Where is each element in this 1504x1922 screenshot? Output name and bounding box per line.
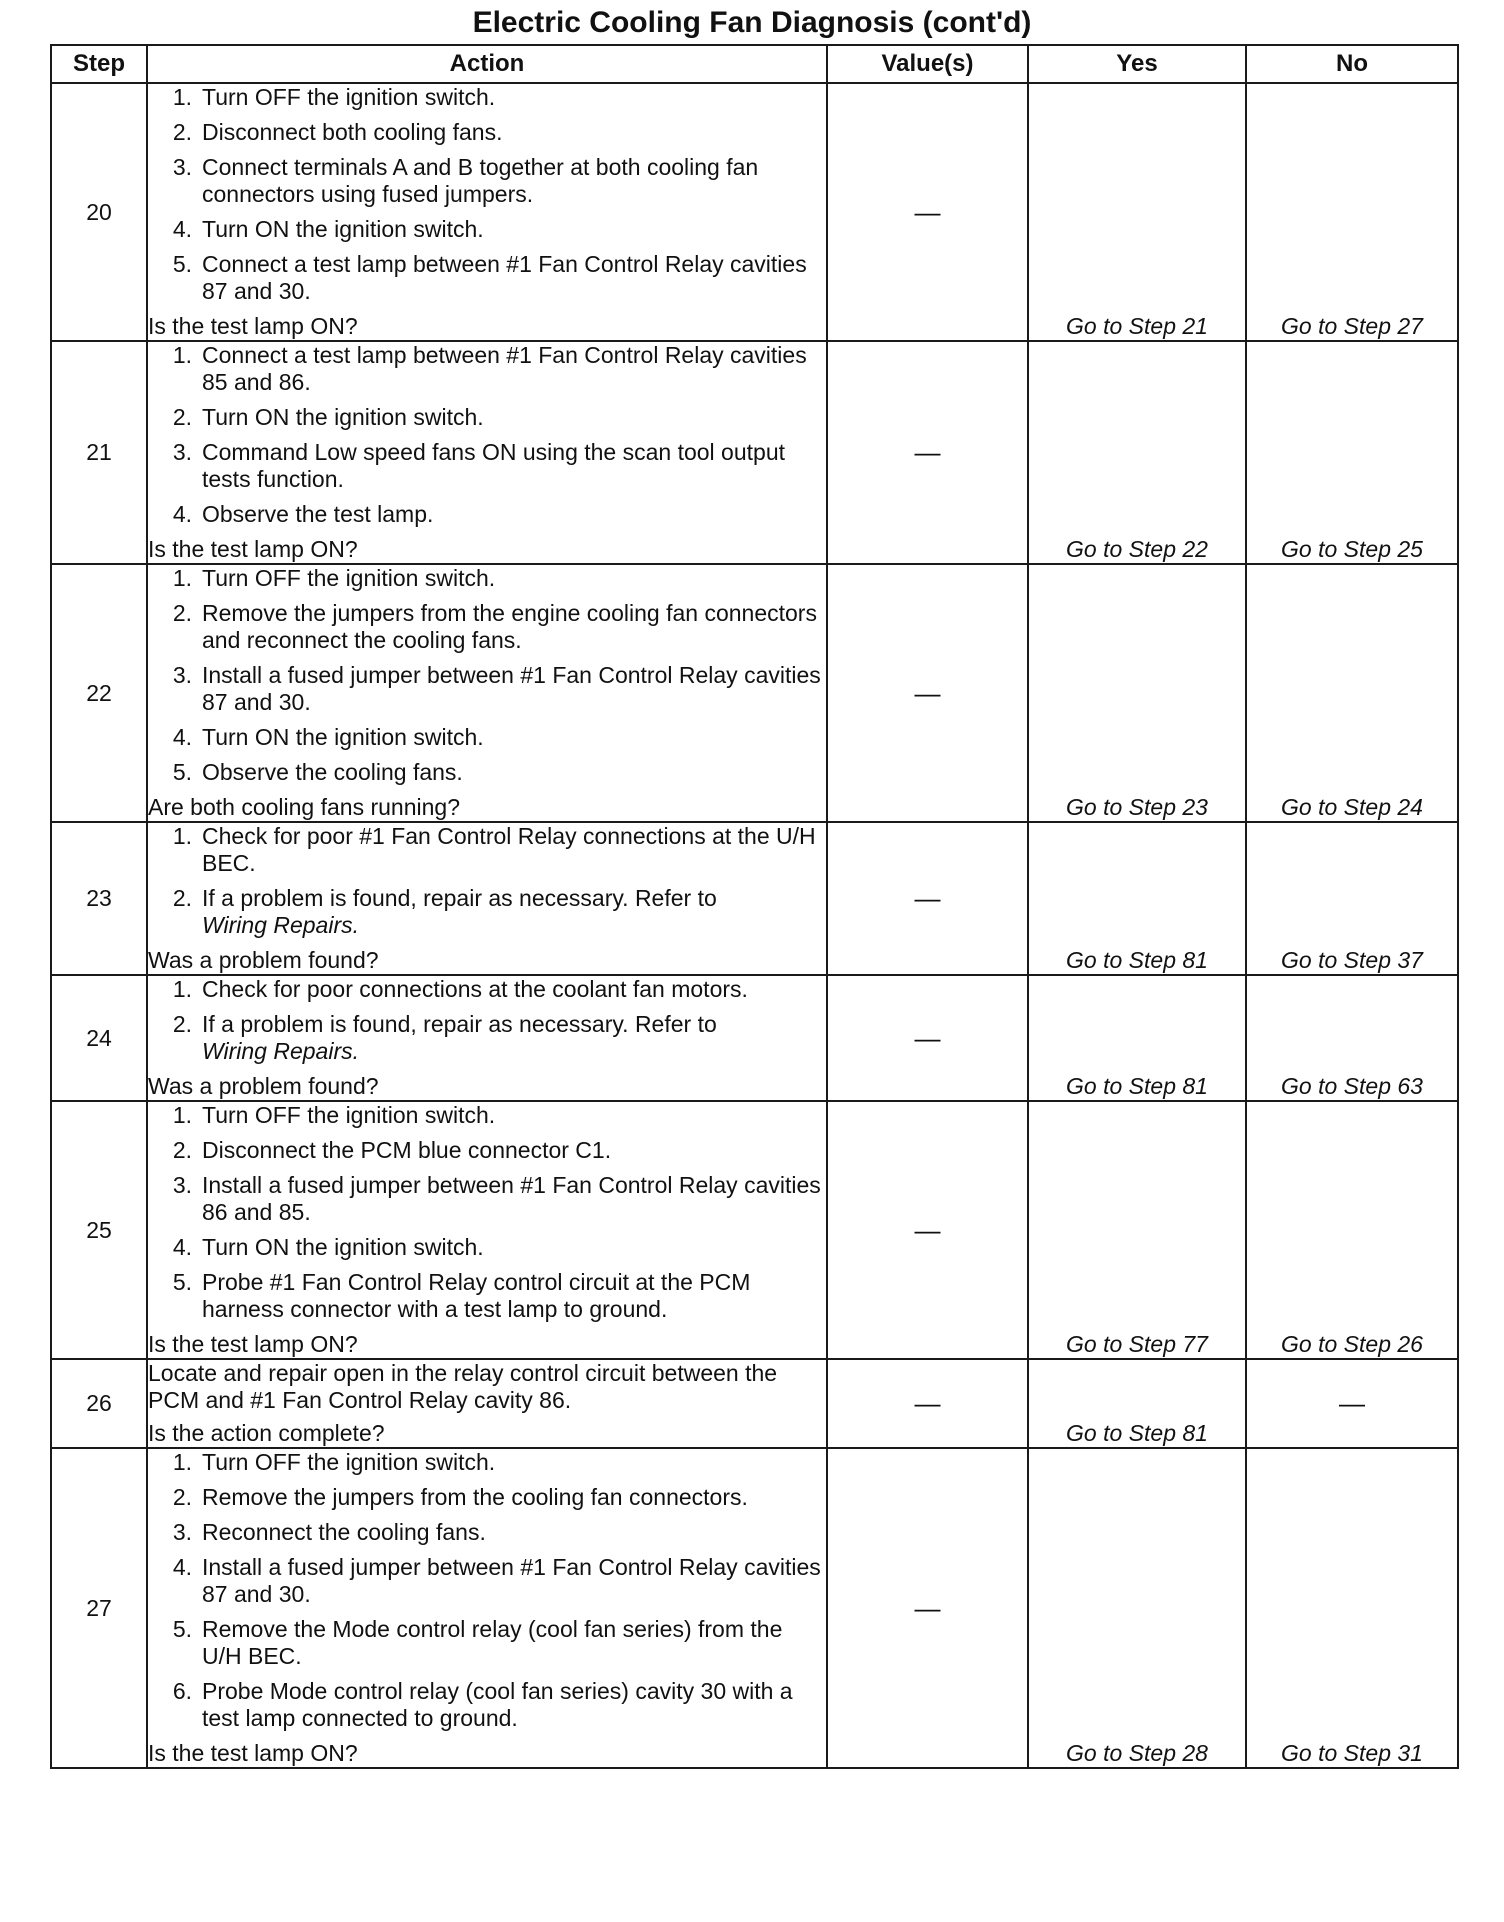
action-step	[148, 823, 826, 877]
step-text: Turn ON the ignition switch.	[202, 1234, 484, 1260]
action-step	[148, 724, 826, 751]
step-index: 3.	[172, 662, 192, 688]
no-result: Go to Step 25	[1246, 341, 1458, 564]
refer-text: If a problem is found, repair as necessary. Refer to	[202, 885, 717, 911]
value-cell: —	[827, 822, 1028, 975]
step-question: Are both cooling fans running?	[148, 794, 460, 820]
step-index: 4.	[172, 1554, 192, 1580]
no-result: Go to Step 63	[1246, 975, 1458, 1101]
step-text: Turn OFF the ignition switch.	[202, 565, 496, 591]
step-number: 27	[51, 1448, 147, 1768]
value-cell: —	[827, 564, 1028, 822]
header-step: Step	[51, 45, 147, 83]
action-step	[148, 84, 826, 111]
action-steps	[148, 976, 826, 1065]
step-index: 1.	[172, 565, 192, 591]
action-steps	[148, 84, 826, 305]
table-row	[51, 1448, 1458, 1768]
step-text: Probe Mode control relay (cool fan series) cavity 30 with a test lamp connected to ground.	[202, 1678, 793, 1731]
step-index: 1.	[172, 342, 192, 368]
step-text: Install a fused jumper between #1 Fan Control Relay cavities 86 and 85.	[202, 1172, 821, 1225]
step-text: Connect a test lamp between #1 Fan Control Relay cavities 87 and 30.	[202, 251, 807, 304]
action-step	[148, 1102, 826, 1129]
reference-link: Wiring Repairs.	[202, 1038, 360, 1064]
header-yes: Yes	[1028, 45, 1246, 83]
table-row	[51, 341, 1458, 564]
step-text: Install a fused jumper between #1 Fan Control Relay cavities 87 and 30.	[202, 662, 821, 715]
yes-result: Go to Step 81	[1028, 1359, 1246, 1448]
action-step	[148, 1554, 826, 1608]
value-cell: —	[827, 341, 1028, 564]
step-index: 1.	[172, 976, 192, 1002]
action-step	[148, 251, 826, 305]
action-cell	[147, 83, 827, 341]
value-cell: —	[827, 1448, 1028, 1768]
step-index: 5.	[172, 1616, 192, 1642]
action-step	[148, 565, 826, 592]
action-cell	[147, 975, 827, 1101]
step-index: 3.	[172, 439, 192, 465]
table-row	[51, 83, 1458, 341]
no-result: Go to Step 31	[1246, 1448, 1458, 1768]
step-index: 5.	[172, 251, 192, 277]
yes-result: Go to Step 21	[1028, 83, 1246, 341]
no-result: Go to Step 24	[1246, 564, 1458, 822]
action-cell	[147, 1101, 827, 1359]
step-index: 5.	[172, 759, 192, 785]
step-question: Is the action complete?	[148, 1420, 385, 1446]
step-text: Disconnect the PCM blue connector C1.	[202, 1137, 612, 1163]
step-text: Check for poor connections at the coolant fan motors.	[202, 976, 748, 1002]
step-index: 3.	[172, 1519, 192, 1545]
step-index: 2.	[172, 1137, 192, 1163]
step-index: 1.	[172, 84, 192, 110]
yes-result: Go to Step 81	[1028, 822, 1246, 975]
action-cell	[147, 564, 827, 822]
action-step	[148, 1616, 826, 1670]
yes-result: Go to Step 22	[1028, 341, 1246, 564]
action-step	[148, 976, 826, 1003]
action-step	[148, 154, 826, 208]
action-steps	[148, 1102, 826, 1323]
step-number: 23	[51, 822, 147, 975]
action-step	[148, 1519, 826, 1546]
step-index: 4.	[172, 501, 192, 527]
action-step	[148, 404, 826, 431]
yes-result: Go to Step 81	[1028, 975, 1246, 1101]
action-step	[148, 885, 826, 939]
action-step	[148, 1234, 826, 1261]
yes-result: Go to Step 23	[1028, 564, 1246, 822]
step-index: 4.	[172, 1234, 192, 1260]
action-steps	[148, 1449, 826, 1732]
step-index: 6.	[172, 1678, 192, 1704]
action-step	[148, 1484, 826, 1511]
step-number: 25	[51, 1101, 147, 1359]
table-body	[51, 83, 1458, 1768]
step-index: 2.	[172, 1011, 192, 1037]
step-question: Is the test lamp ON?	[148, 1740, 358, 1766]
refer-text: If a problem is found, repair as necessary. Refer to	[202, 1011, 717, 1037]
step-index: 3.	[172, 154, 192, 180]
step-number: 22	[51, 564, 147, 822]
action-step	[148, 1269, 826, 1323]
yes-result: Go to Step 77	[1028, 1101, 1246, 1359]
header-no: No	[1246, 45, 1458, 83]
no-result: —	[1246, 1359, 1458, 1448]
action-cell	[147, 1359, 827, 1448]
step-text: Observe the test lamp.	[202, 501, 434, 527]
action-step	[148, 216, 826, 243]
step-text: Observe the cooling fans.	[202, 759, 463, 785]
step-text: Disconnect both cooling fans.	[202, 119, 503, 145]
step-text	[202, 1011, 826, 1065]
step-text: Reconnect the cooling fans.	[202, 1519, 486, 1545]
table-row	[51, 564, 1458, 822]
value-cell: —	[827, 83, 1028, 341]
action-step	[148, 1678, 826, 1732]
step-index: 1.	[172, 823, 192, 849]
step-index: 2.	[172, 600, 192, 626]
action-text: Locate and repair open in the relay control circuit between the PCM and #1 Fan Control Relay cavity 86.	[148, 1360, 778, 1413]
action-step	[148, 501, 826, 528]
step-index: 2.	[172, 404, 192, 430]
action-step	[148, 662, 826, 716]
step-number: 26	[51, 1359, 147, 1448]
table-row	[51, 1101, 1458, 1359]
table-row	[51, 1359, 1458, 1448]
step-text: Turn ON the ignition switch.	[202, 724, 484, 750]
action-step	[148, 119, 826, 146]
action-step	[148, 1137, 826, 1164]
header-row	[51, 45, 1458, 83]
action-cell	[147, 1448, 827, 1768]
value-cell: —	[827, 975, 1028, 1101]
step-text: Remove the Mode control relay (cool fan series) from the U/H BEC.	[202, 1616, 783, 1669]
step-text: Turn OFF the ignition switch.	[202, 1449, 496, 1475]
action-steps	[148, 342, 826, 528]
step-number: 21	[51, 341, 147, 564]
action-step	[148, 1172, 826, 1226]
step-text: Turn OFF the ignition switch.	[202, 84, 496, 110]
action-steps	[148, 565, 826, 786]
step-text: Turn ON the ignition switch.	[202, 216, 484, 242]
step-text: Check for poor #1 Fan Control Relay connections at the U/H BEC.	[202, 823, 816, 876]
action-cell	[147, 341, 827, 564]
header-values: Value(s)	[827, 45, 1028, 83]
page-title: Electric Cooling Fan Diagnosis (cont'd)	[472, 6, 1032, 39]
reference-link: Wiring Repairs.	[202, 912, 360, 938]
value-cell: —	[827, 1101, 1028, 1359]
yes-result: Go to Step 28	[1028, 1448, 1246, 1768]
step-index: 2.	[172, 1484, 192, 1510]
action-step	[148, 759, 826, 786]
step-text: Turn ON the ignition switch.	[202, 404, 484, 430]
step-text: Connect terminals A and B together at both cooling fan connectors using fused jumpers.	[202, 154, 759, 207]
step-text: Command Low speed fans ON using the scan tool output tests function.	[202, 439, 786, 492]
step-text: Remove the jumpers from the cooling fan connectors.	[202, 1484, 748, 1510]
step-text: Turn OFF the ignition switch.	[202, 1102, 496, 1128]
step-index: 1.	[172, 1102, 192, 1128]
value-cell: —	[827, 1359, 1028, 1448]
diagnosis-table	[50, 44, 1459, 1769]
step-index: 2.	[172, 119, 192, 145]
step-index: 1.	[172, 1449, 192, 1475]
action-step	[148, 600, 826, 654]
no-result: Go to Step 27	[1246, 83, 1458, 341]
step-index: 4.	[172, 216, 192, 242]
action-cell	[147, 822, 827, 975]
action-step	[148, 439, 826, 493]
no-result: Go to Step 26	[1246, 1101, 1458, 1359]
step-number: 20	[51, 83, 147, 341]
step-index: 5.	[172, 1269, 192, 1295]
table-row	[51, 822, 1458, 975]
table-row	[51, 975, 1458, 1101]
step-text: Remove the jumpers from the engine cooling fan connectors and reconnect the cooling fans.	[202, 600, 817, 653]
step-question: Is the test lamp ON?	[148, 313, 358, 339]
step-index: 4.	[172, 724, 192, 750]
step-question: Is the test lamp ON?	[148, 536, 358, 562]
action-step	[148, 342, 826, 396]
step-number: 24	[51, 975, 147, 1101]
step-text	[202, 885, 826, 939]
action-step	[148, 1449, 826, 1476]
step-question: Was a problem found?	[148, 947, 379, 973]
step-index: 2.	[172, 885, 192, 911]
step-text: Probe #1 Fan Control Relay control circuit at the PCM harness connector with a test lamp to ground.	[202, 1269, 751, 1322]
action-steps	[148, 823, 826, 939]
step-question: Is the test lamp ON?	[148, 1331, 358, 1357]
step-text: Connect a test lamp between #1 Fan Control Relay cavities 85 and 86.	[202, 342, 807, 395]
action-step	[148, 1011, 826, 1065]
header-action: Action	[147, 45, 827, 83]
step-text: Install a fused jumper between #1 Fan Control Relay cavities 87 and 30.	[202, 1554, 821, 1607]
step-question: Was a problem found?	[148, 1073, 379, 1099]
step-index: 3.	[172, 1172, 192, 1198]
no-result: Go to Step 37	[1246, 822, 1458, 975]
